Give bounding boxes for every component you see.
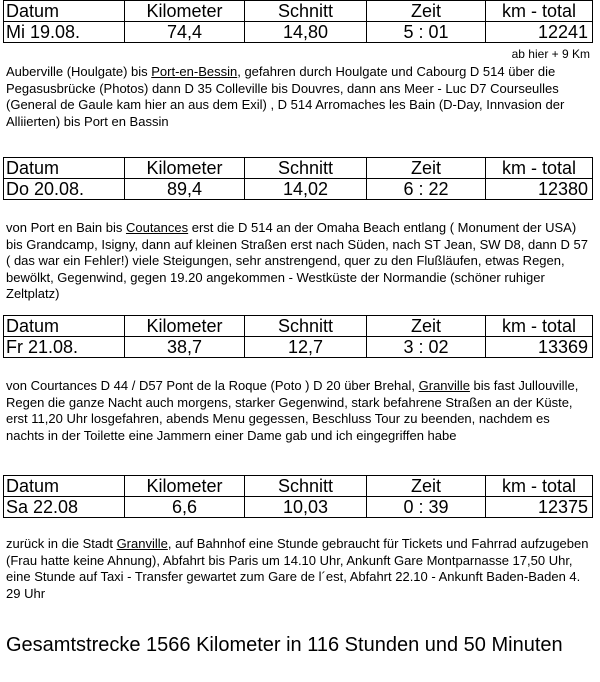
time-cell: 3 : 02 (367, 337, 486, 358)
header-schnitt: Schnitt (245, 476, 367, 497)
km-cell: 89,4 (125, 179, 245, 200)
values-row (4, 497, 593, 518)
date-cell: Sa 22.08 (4, 497, 125, 518)
trip-summary: Gesamtstrecke 1566 Kilometer in 116 Stunden und 50 Minuten (6, 634, 563, 656)
day-description-1 (6, 64, 590, 130)
header-kilometer: Kilometer (125, 158, 245, 179)
day-table-2 (3, 157, 593, 200)
header-schnitt: Schnitt (245, 158, 367, 179)
header-datum: Datum (4, 1, 125, 22)
header-km-total: km - total (486, 316, 593, 337)
day-table-3 (3, 315, 593, 358)
avg-cell: 12,7 (245, 337, 367, 358)
header-zeit: Zeit (367, 476, 486, 497)
header-row (4, 1, 593, 22)
desc-start: Auberville (Houlgate) bis (6, 64, 152, 79)
total-cell: 12375 (486, 497, 593, 518)
avg-cell: 14,02 (245, 179, 367, 200)
time-cell: 5 : 01 (367, 22, 486, 43)
km-cell: 74,4 (125, 22, 245, 43)
desc-rest: bis fast Jullouville, Regen die ganze Nacht auch morgens, starker Gegenwind, stark befahrene Straßen an der Küste, erst 11,20 Uhr losgefahren, abends Menu gegessen, Beschluss Tour zu beenden, nachdem es nachts in der Toilette eine Jammern einer Dame gab und ich eingegriffen habe (6, 378, 579, 443)
desc-rest: , auf Bahnhof eine Stunde gebraucht für Tickets und Fahrrad aufzugeben (Frau hatte keine Ahnung), Abfahrt bis Paris um 14.10 Uhr, Ankunft Gare Montparnasse 17,50 Uhr, eine Stunde auf Taxi - Transfer gewartet zum Gare de l´est, Abfahrt 22.10 - Ankunft Baden-Baden 4. 29 Uhr (6, 536, 589, 601)
header-datum: Datum (4, 158, 125, 179)
values-row (4, 337, 593, 358)
day-table-4 (3, 475, 593, 518)
header-schnitt: Schnitt (245, 1, 367, 22)
desc-start: zurück in die Stadt (6, 536, 117, 551)
day-table-1 (3, 0, 593, 43)
header-km-total: km - total (486, 158, 593, 179)
km-cell: 38,7 (125, 337, 245, 358)
header-datum: Datum (4, 316, 125, 337)
day-description-4 (6, 536, 590, 602)
values-row (4, 179, 593, 200)
total-cell: 12380 (486, 179, 593, 200)
date-cell: Do 20.08. (4, 179, 125, 200)
header-km-total: km - total (486, 476, 593, 497)
km-adjust-note: ab hier + 9 Km (511, 47, 590, 61)
desc-rest: , gefahren durch Houlgate und Cabourg D 514 über die Pegasusbrücke (Photos) dann D 35 Colleville bis Douvres, dann ans Meer - Luc D7 Courseulles (General de Gaule kam hier an aus dem Exil) , D 514 Arromaches les Bain (D-Day, Innvasion der Alliierten) bis Port en Bassin (6, 64, 565, 129)
destination-place: Granville (116, 536, 168, 551)
km-cell: 6,6 (125, 497, 245, 518)
header-row (4, 316, 593, 337)
total-cell: 12241 (486, 22, 593, 43)
header-km-total: km - total (486, 1, 593, 22)
time-cell: 0 : 39 (367, 497, 486, 518)
time-cell: 6 : 22 (367, 179, 486, 200)
header-kilometer: Kilometer (125, 476, 245, 497)
avg-cell: 14,80 (245, 22, 367, 43)
avg-cell: 10,03 (245, 497, 367, 518)
header-kilometer: Kilometer (125, 1, 245, 22)
desc-rest: erst die D 514 an der Omaha Beach entlang ( Monument der USA) bis Grandcamp, Isigny, dann auf kleinen Straßen erst nach Süden, nach ST Jean, SW D8, dann D 57 ( das war ein Fehler!) viele Steigungen, sehr anstrengend, quer zu den Flußläufen, etwas Regen, bewölkt, Gegenwind, gegen 19.20 angekommen - Westküste der Normandie (schöner ruhiger Zeltplatz) (6, 220, 588, 302)
destination-place: Coutances (125, 220, 189, 235)
day-description-2 (6, 220, 590, 303)
desc-start: von Port en Bain bis (6, 220, 126, 235)
total-cell: 13369 (486, 337, 593, 358)
header-zeit: Zeit (367, 158, 486, 179)
date-cell: Fr 21.08. (4, 337, 125, 358)
header-row (4, 158, 593, 179)
values-row (4, 22, 593, 43)
header-zeit: Zeit (367, 1, 486, 22)
date-cell: Mi 19.08. (4, 22, 125, 43)
header-zeit: Zeit (367, 316, 486, 337)
header-schnitt: Schnitt (245, 316, 367, 337)
destination-place: Port-en-Bessin (151, 64, 238, 79)
day-description-3 (6, 378, 590, 444)
header-kilometer: Kilometer (125, 316, 245, 337)
header-row (4, 476, 593, 497)
destination-place: Granville (418, 378, 470, 393)
desc-start: von Courtances D 44 / D57 Pont de la Roque (Poto ) D 20 über Brehal, (6, 378, 419, 393)
header-datum: Datum (4, 476, 125, 497)
